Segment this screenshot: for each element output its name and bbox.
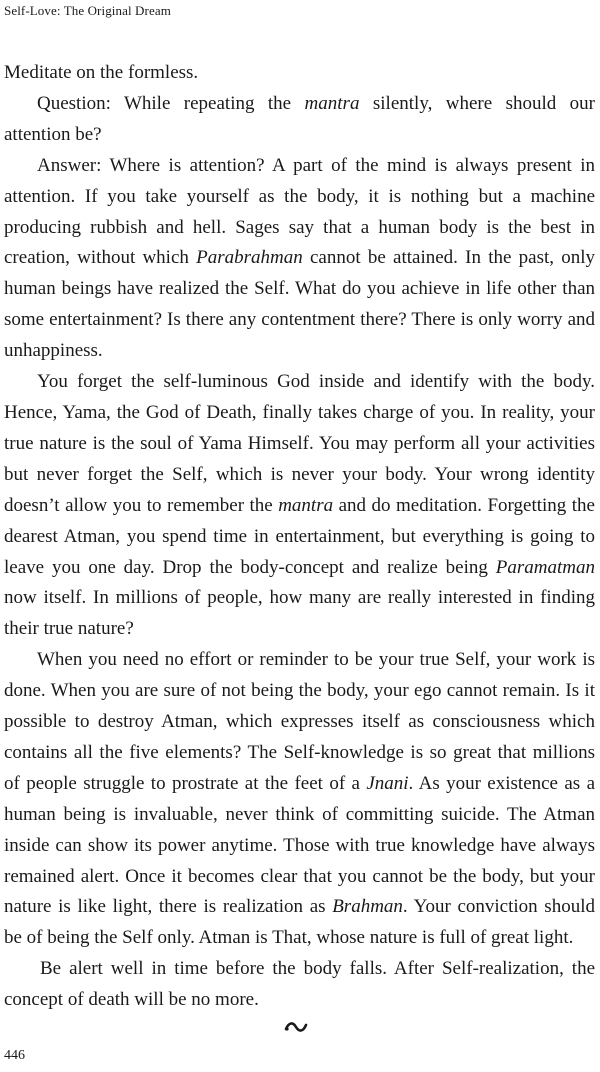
italic-term: mantra: [304, 92, 360, 114]
text-run: . Your conviction should be of being the Self only. Atman is That, whose nature is full of great light.: [4, 896, 595, 949]
paragraph-5: [4, 645, 595, 954]
text-run: Meditate on the formless.: [4, 62, 199, 83]
paragraph-2: [4, 89, 595, 151]
text-run: Be alert well in time before the body falls. After Self-realization, the concept of death will be no more.: [4, 958, 595, 1011]
running-head: Self-Love: The Original Dream: [4, 3, 171, 18]
paragraph-1: [4, 58, 595, 89]
text-run: . As your existence as a human being is invaluable, never think of committing suicide. The Atman inside can show its power anytime. Those with true knowledge have always remained alert. Once it becomes clear that you cannot be the body, but your nature is like light, there is realization as: [4, 772, 595, 918]
text-run: and do meditation. Forgetting the dearest Atman, you spend time in entertainment, but everything is going to leave you one day. Drop the body-concept and realize being: [4, 494, 595, 578]
text-run: now itself. In millions of people, how many are really interested in finding their true nature?: [4, 587, 595, 640]
text-run: silently, where should our attention be?: [4, 92, 595, 145]
text-run: You forget the self-luminous God inside and identify with the body. Hence, Yama, the God of Death, finally takes charge of you. In reality, your true nature is the soul of Yama Himself. You may perform all your activities but never forget the Self, which is never your body. Your wrong identity doesn’t allow you to remember the: [4, 371, 595, 516]
text-run: Answer: Where is attention? A part of the mind is always present in attention. If you take yourself as the body, it is nothing but a machine producing rubbish and hell. Sages say that a human body is the best in creation, without which: [4, 154, 595, 269]
italic-term: Parabrahman: [196, 247, 303, 269]
italic-term: mantra: [278, 494, 334, 516]
body-text: [4, 58, 595, 1016]
italic-term: Jnani: [366, 772, 409, 794]
italic-term: Paramatman: [495, 556, 595, 578]
text-run: Question: While repeating the: [37, 92, 305, 114]
italic-term: Brahman: [332, 896, 403, 918]
paragraph-3: [4, 151, 595, 367]
paragraph-6: [4, 954, 595, 1016]
page-number: 446: [4, 1048, 25, 1063]
text-run: When you need no effort or reminder to be your true Self, your work is done. When you are sure of not being the body, your ego cannot remain. Is it possible to destroy Atman, which expresses itself as consciousness which contains all the five elements? The Self-knowledge is so great that millions of people struggle to prostrate at the feet of a: [4, 649, 595, 794]
text-run: cannot be attained. In the past, only human beings have realized the Self. What do you achieve in life other than some entertainment? Is there any contentment there? There is only worry and unhappiness.: [4, 247, 595, 362]
paragraph-4: [4, 367, 595, 645]
swash-ornament-icon: [284, 1020, 308, 1034]
